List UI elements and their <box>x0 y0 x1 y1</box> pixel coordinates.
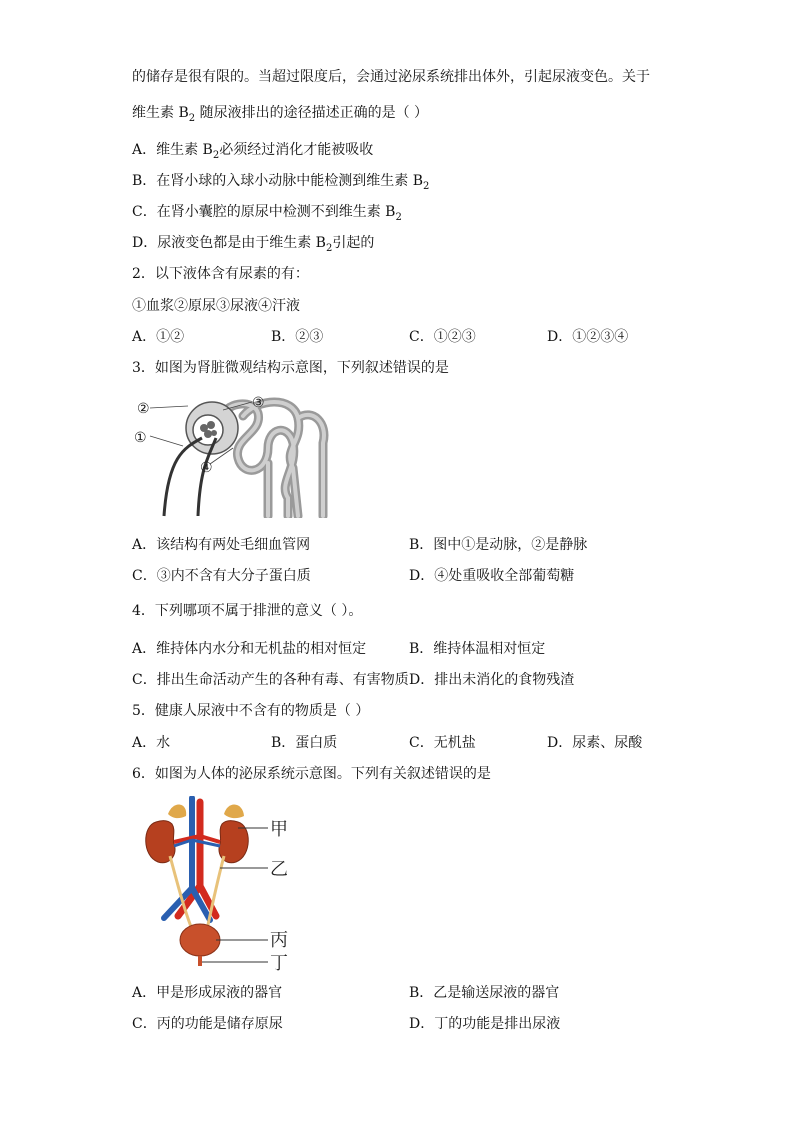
q1-option-c <box>132 203 402 221</box>
figure-label: ① <box>134 430 147 446</box>
figure-label: 乙 <box>270 859 288 880</box>
q1-option-b <box>132 172 429 190</box>
figure-label: ④ <box>200 460 213 476</box>
intro-line-1: 的储存是很有限的。当超过限度后，会通过泌尿系统排出体外，引起尿液变色。关于 <box>132 69 650 85</box>
option-text-end: 引起的 <box>332 235 375 251</box>
nephron-diagram <box>128 388 333 518</box>
q6-option-a: A．甲是形成尿液的器官 <box>132 985 283 1001</box>
q3-stem: 3．如图为肾脏微观结构示意图，下列叙述错误的是 <box>132 360 449 376</box>
q1-option-d <box>132 234 374 252</box>
bladder <box>180 924 220 956</box>
subscript: 2 <box>325 242 333 254</box>
q1-option-a <box>132 141 373 159</box>
q2-stem: 2．以下液体含有尿素的有： <box>132 266 309 282</box>
urinary-system-diagram <box>128 796 298 976</box>
q2-option-c: C．①②③ <box>409 329 476 345</box>
q3-option-d: D．④处重吸收全部葡萄糖 <box>409 568 575 584</box>
q2-items: ①血浆②原尿③尿液④汗液 <box>132 298 300 314</box>
intro-text: 维生素 B <box>132 105 189 121</box>
adrenal-gland <box>224 804 244 818</box>
subscript: 2 <box>188 112 196 124</box>
option-text-end: 必须经过消化才能被吸收 <box>219 142 374 158</box>
q3-option-c: C．③内不含有大分子蛋白质 <box>132 568 311 584</box>
q6-option-d: D．丁的功能是排出尿液 <box>409 1016 561 1032</box>
subscript: 2 <box>212 149 220 161</box>
q4-option-d: D．排出未消化的食物残渣 <box>409 672 575 688</box>
option-text: B．在肾小球的入球小动脉中能检测到维生素 B <box>132 173 424 189</box>
option-text: D．尿液变色都是由于维生素 B <box>132 235 326 251</box>
q3-option-a: A．该结构有两处毛细血管网 <box>132 537 311 553</box>
figure-label: ③ <box>252 395 265 411</box>
adrenal-gland <box>168 804 186 818</box>
figure-label: 丙 <box>270 930 288 951</box>
figure-label: 丁 <box>270 953 288 974</box>
option-text: C．在肾小囊腔的原尿中检测不到维生素 B <box>132 204 396 220</box>
q5-option-d: D．尿素、尿酸 <box>547 735 643 751</box>
q6-option-b: B．乙是输送尿液的器官 <box>409 985 560 1001</box>
figure-label: ② <box>137 401 150 417</box>
figure-label: 甲 <box>270 819 288 840</box>
q5-option-a: A．水 <box>132 735 171 751</box>
q2-option-b: B．②③ <box>271 329 324 345</box>
subscript: 2 <box>395 211 402 223</box>
q2-option-a: A．①② <box>132 329 185 345</box>
intro-text-end: 随尿液排出的途径描述正确的是（ ） <box>195 105 429 121</box>
q4-option-c: C．排出生命活动产生的各种有毒、有害物质 <box>132 672 409 688</box>
q4-stem: 4．下列哪项不属于排泄的意义（ ）。 <box>132 603 363 619</box>
q4-option-a: A．维持体内水分和无机盐的相对恒定 <box>132 641 367 657</box>
subscript: 2 <box>423 180 430 192</box>
option-text: A．维生素 B <box>132 142 213 158</box>
q5-option-b: B．蛋白质 <box>271 735 338 751</box>
q6-stem: 6．如图为人体的泌尿系统示意图。下列有关叙述错误的是 <box>132 766 491 782</box>
q2-option-d: D．①②③④ <box>547 329 629 345</box>
intro-line-2 <box>132 104 428 122</box>
q4-option-b: B．维持体温相对恒定 <box>409 641 546 657</box>
q6-option-c: C．丙的功能是储存原尿 <box>132 1016 283 1032</box>
q3-option-b: B．图中①是动脉，②是静脉 <box>409 537 588 553</box>
q5-option-c: C．无机盐 <box>409 735 476 751</box>
q5-stem: 5．健康人尿液中不含有的物质是（ ） <box>132 703 370 719</box>
